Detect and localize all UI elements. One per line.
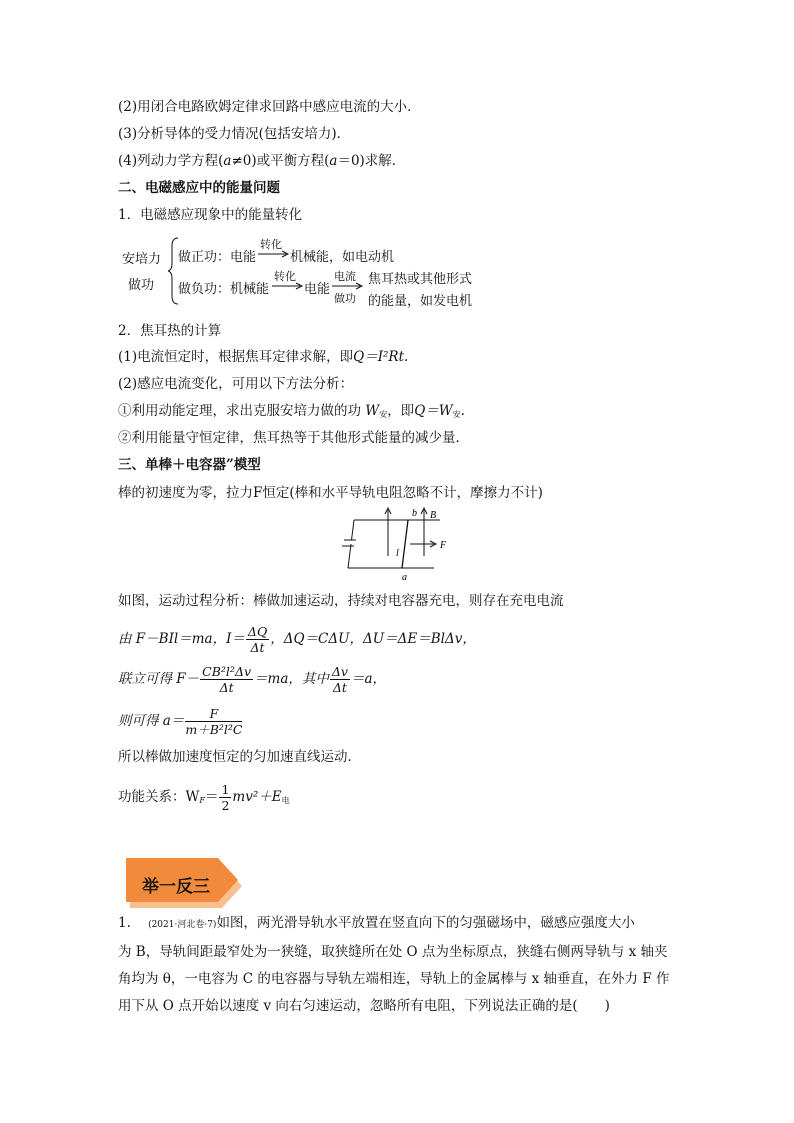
problem-1: [118, 910, 688, 1020]
row2-negative-work: 做负功：机械能: [178, 282, 270, 297]
problem-line-3: 角均为 θ，一电容为 C 的电容器与导轨左端相连，导轨上的金属棒与 x 轴垂直，在外力 F 作: [118, 971, 670, 987]
motion-analysis: 如图，运动过程分析：棒做加速运动，持续对电容器充电，则存在充电电流: [118, 593, 564, 609]
problem-line-4: 用下从 O 点开始以速度 v 向右匀速运动，忽略所有电阻，下列说法正确的是( ): [118, 998, 610, 1014]
label-b: b: [412, 508, 417, 519]
row1-arrow-label: 转化: [260, 238, 282, 251]
fraction-dv-dt: $\frac{\Delta v}{\Delta t}$: [331, 664, 348, 695]
badge-label: 举一反三: [142, 877, 210, 897]
equation-2: 联立可得 F－ $\frac{\text{CB²l²Δv}}{\Delta t}$ ＝ma，其中 $\frac{\Delta v}{\Delta t}$ ＝a，: [118, 664, 387, 695]
joule-item-1: (1)电流恒定时，根据焦耳定律求解，即Q＝I²Rt.: [118, 349, 409, 365]
subheading-joule-heat: 2．焦耳热的计算: [118, 323, 222, 339]
energy-conversion-diagram: [118, 236, 498, 309]
fraction-dq-dt: $\frac{\Delta Q}{\Delta t}$: [247, 624, 268, 655]
row2-electric-energy: 电能: [304, 282, 331, 297]
row1-positive-work: 做正功：电能: [178, 250, 257, 265]
row2-arrow1-label: 转化: [274, 270, 296, 283]
fraction-one-half: $\frac{1}{2}$: [221, 782, 230, 813]
joule-item-4: ②利用能量守恒定律，焦耳热等于其他形式能量的减少量．: [118, 430, 469, 446]
label-B: B: [430, 510, 437, 521]
fraction-cb2l2dv-dt: $\frac{\text{CB²l²Δv}}{\Delta t}$: [202, 664, 252, 695]
arrow-right-icon: [258, 250, 290, 258]
arrow-right-icon: [332, 282, 364, 290]
subheading-energy-conversion: 1．电磁感应现象中的能量转化: [118, 207, 303, 223]
rail-capacitor-figure: [340, 506, 460, 584]
section-heading-energy: 二、电磁感应中的能量问题: [118, 180, 280, 196]
equation-1: 由 F－BIl＝ma，I＝ $\frac{\Delta Q}{\Delta t}$ ，ΔQ＝CΔU，ΔU＝ΔE＝BlΔv，: [118, 624, 476, 655]
problem-line-1: 1. (2021·河北卷·7)如图，两光滑导轨水平放置在竖直向下的匀强磁场中，磁感应强度大小: [118, 915, 635, 931]
label-l: l: [396, 548, 399, 559]
row2-arrow2-top: 电流: [334, 270, 356, 283]
row2-joule-heat: 焦耳热或其他形式: [368, 272, 473, 287]
label-a: a: [402, 572, 407, 583]
row2-arrow2-bottom: 做功: [334, 292, 356, 305]
joule-item-2: (2)感应电流变化，可用以下方法分析：: [118, 376, 354, 392]
row1-result: 机械能，如电动机: [290, 250, 395, 265]
label-F: F: [440, 540, 447, 551]
arrow-right-icon: [272, 282, 304, 290]
step-3: (3)分析导体的受力情况(包括安培力)．: [118, 126, 351, 142]
label-work: 做功: [128, 278, 155, 293]
label-ampere-force: 安培力: [122, 252, 162, 267]
joule-item-3: ①利用动能定理，求出克服安培力做的功 $W_安$，即$Q=W_安$.: [118, 403, 465, 419]
step-4: (4)列动力学方程(a≠0)或平衡方程(a＝0)求解．: [118, 153, 406, 169]
model-intro: 棒的初速度为零，拉力F恒定(棒和水平导轨电阻忽略不计，摩擦力不计): [118, 485, 543, 501]
conclusion: 所以棒做加速度恒定的匀加速直线运动．: [118, 749, 361, 765]
energy-relation: 功能关系：$W_F=$ $\frac{1}{2}$ $mv^2+E_电$: [118, 782, 290, 813]
row2-generator: 的能量，如发电机: [368, 294, 473, 309]
equation-3: 则可得 a＝ $\frac{F}{\text{m＋B²l²C}}$: [118, 706, 243, 737]
problem-source: (2021·河北卷·7): [148, 920, 217, 930]
step-2: (2)用闭合电路欧姆定律求回路中感应电流的大小．: [118, 99, 421, 115]
fraction-acceleration: $\frac{F}{\text{m＋B²l²C}}$: [185, 706, 243, 737]
section-heading-capacitor-model: 三、单棒＋电容器”模型: [118, 457, 261, 473]
problem-line-2: 为 B，导轨间距最窄处为一狭缝，取狭缝所在处 O 点为坐标原点，狭缝右侧两导轨与 x 轴夹: [118, 944, 668, 960]
